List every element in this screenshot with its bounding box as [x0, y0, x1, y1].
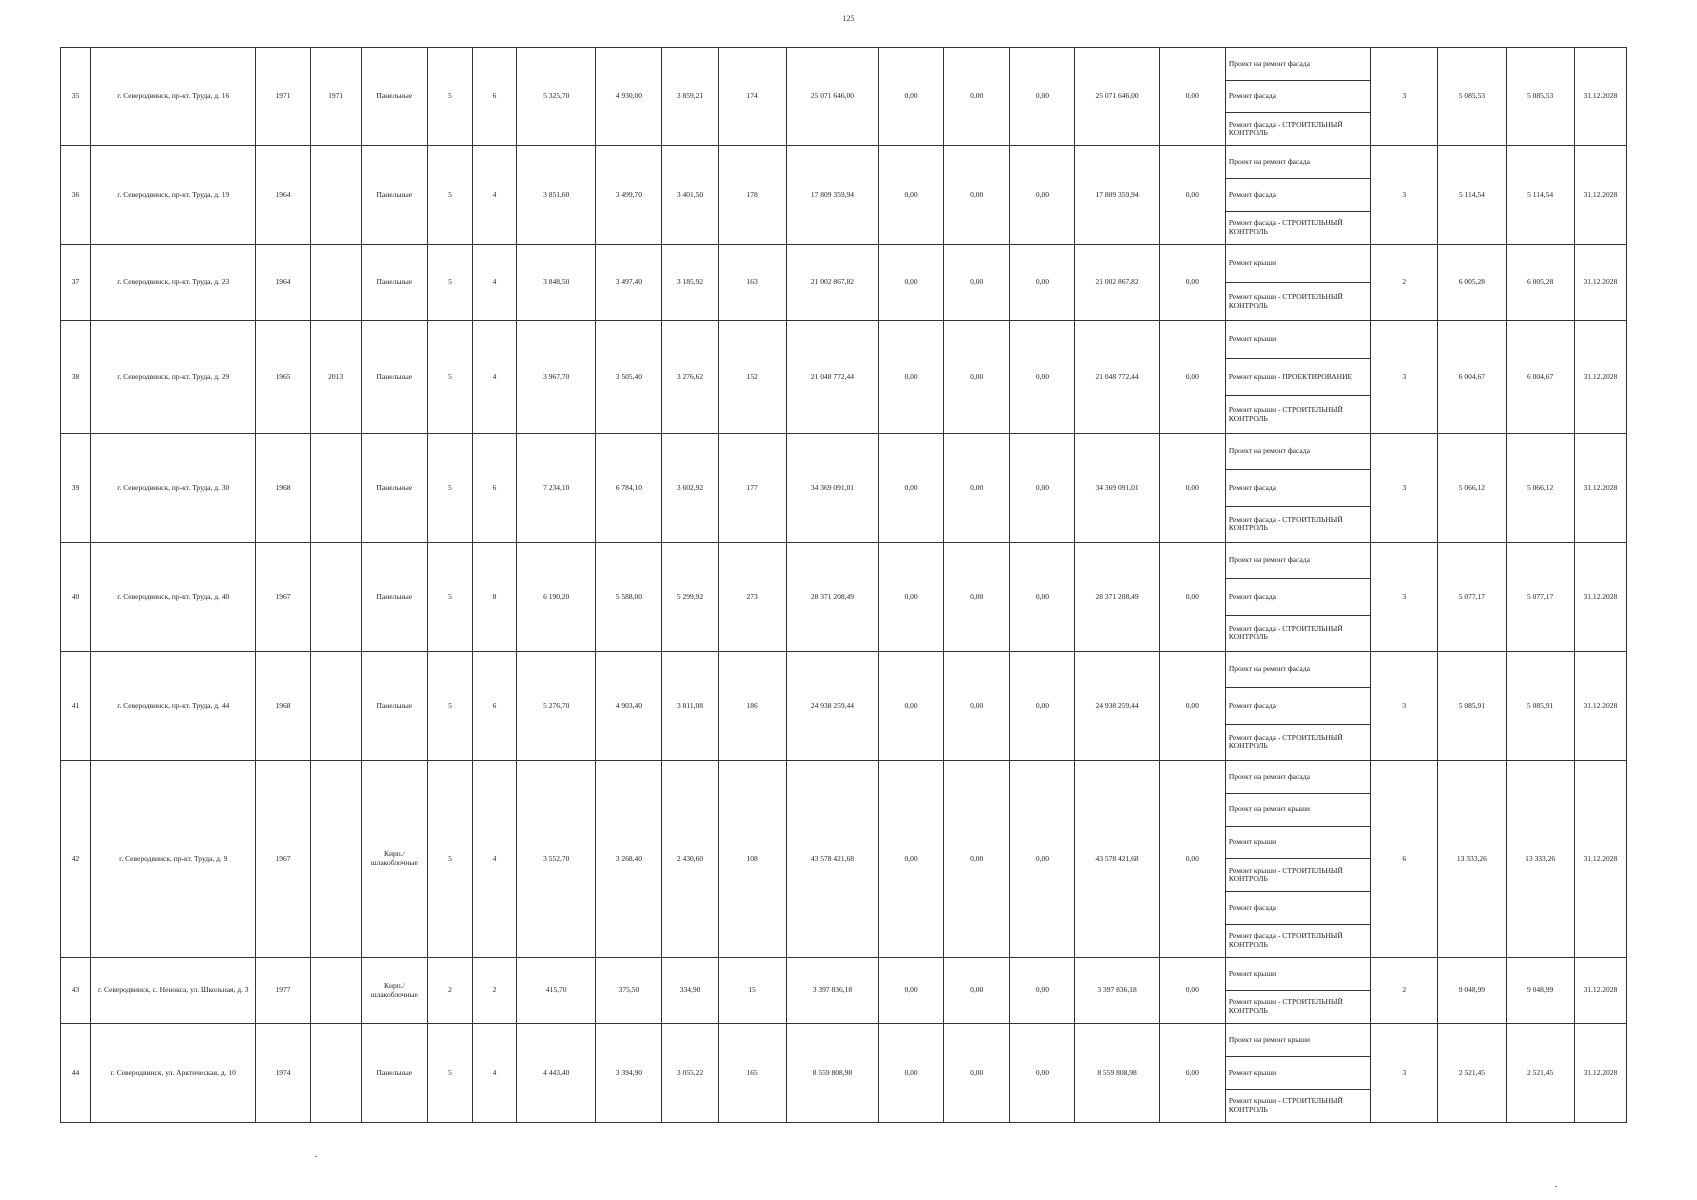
year-built-cell: 1967	[256, 761, 310, 958]
program-table	[60, 47, 1627, 1123]
works-count-cell: 3	[1371, 321, 1438, 434]
total-area-cell: 5 276,70	[517, 652, 596, 761]
residents-cell: 177	[718, 434, 786, 543]
works-list	[1226, 434, 1370, 542]
local-cost-cell: 0,00	[1010, 434, 1075, 543]
owners-cost-cell: 17 809 359,94	[1075, 146, 1159, 245]
total-cost-cell: 8 559 808,98	[786, 1024, 878, 1123]
fund-cost-cell: 0,00	[879, 245, 944, 321]
regional-cost-cell: 0,00	[944, 48, 1010, 146]
deadline-cell: 31.12.2028	[1574, 652, 1626, 761]
wall-material-cell: Панельные	[361, 1024, 427, 1123]
works-cell	[1225, 761, 1370, 958]
residents-cell: 174	[718, 48, 786, 146]
deadline-cell: 31.12.2028	[1574, 321, 1626, 434]
total-area-cell: 3 848,50	[517, 245, 596, 321]
works-cell	[1225, 1024, 1370, 1123]
year-overhaul-cell	[310, 652, 361, 761]
work-item: Проект на ремонт крыши	[1226, 1024, 1370, 1057]
floors-cell: 5	[427, 245, 472, 321]
entrances-cell: 4	[473, 1024, 517, 1123]
regional-cost-cell: 0,00	[944, 434, 1010, 543]
local-cost-cell: 0,00	[1010, 652, 1075, 761]
residents-cell: 108	[718, 761, 786, 958]
page-number: 125	[842, 14, 855, 23]
wall-material-cell: Панельные	[361, 48, 427, 146]
row-number-cell: 41	[61, 652, 91, 761]
local-cost-cell: 0,00	[1010, 48, 1075, 146]
local-cost-cell: 0,00	[1010, 245, 1075, 321]
address-cell: г. Северодвинск, пр-кт. Труда, д. 40	[91, 543, 256, 652]
floors-cell: 2	[427, 958, 472, 1024]
work-item: Ремонт крыши - СТРОИТЕЛЬНЫЙ КОНТРОЛЬ	[1228, 405, 1343, 423]
unit-limit-cell: 9 048,99	[1506, 958, 1574, 1024]
table-row	[61, 146, 1627, 245]
living-area-cell: 3 268,40	[596, 761, 662, 958]
row-number-cell: 37	[61, 245, 91, 321]
year-overhaul-cell	[310, 543, 361, 652]
residential-area-cell: 334,90	[662, 958, 718, 1024]
work-item: Ремонт фасада - СТРОИТЕЛЬНЫЙ КОНТРОЛЬ	[1228, 931, 1343, 950]
works-count-cell: 2	[1371, 245, 1438, 321]
other-cost-cell: 0,00	[1159, 245, 1225, 321]
unit-cost-cell: 5 066,12	[1438, 434, 1506, 543]
wall-material-cell: Панельные	[361, 652, 427, 761]
total-area-cell: 3 552,70	[517, 761, 596, 958]
residents-cell: 165	[718, 1024, 786, 1123]
residential-area-cell: 3 401,50	[662, 146, 718, 245]
entrances-cell: 6	[473, 48, 517, 146]
work-item: Проект на ремонт фасада	[1226, 434, 1370, 470]
wall-material-cell: Кирп./шлакоблочные	[361, 761, 427, 958]
wall-material-cell: Панельные	[361, 434, 427, 543]
deadline-cell: 31.12.2028	[1574, 958, 1626, 1024]
other-cost-cell: 0,00	[1159, 321, 1225, 434]
work-item: Проект на ремонт фасада	[1226, 146, 1370, 179]
residential-area-cell: 3 276,62	[662, 321, 718, 434]
year-overhaul-cell	[310, 1024, 361, 1123]
unit-limit-cell: 2 521,45	[1506, 1024, 1574, 1123]
wall-material-cell: Кирп./шлакоблочные	[361, 958, 427, 1024]
residents-cell: 152	[718, 321, 786, 434]
floors-cell: 5	[427, 434, 472, 543]
year-built-cell: 1968	[256, 434, 310, 543]
local-cost-cell: 0,00	[1010, 543, 1075, 652]
table-row	[61, 761, 1627, 958]
work-item: Ремонт фасада	[1226, 688, 1370, 724]
residents-cell: 273	[718, 543, 786, 652]
work-item: Ремонт крыши - СТРОИТЕЛЬНЫЙ КОНТРОЛЬ	[1226, 859, 1370, 892]
table-row	[61, 652, 1627, 761]
fund-cost-cell: 0,00	[879, 48, 944, 146]
year-overhaul-cell	[310, 434, 361, 543]
residential-area-cell: 3 859,21	[662, 48, 718, 146]
year-overhaul-cell	[310, 245, 361, 321]
scan-speck	[1555, 1186, 1557, 1187]
unit-cost-cell: 13 333,26	[1438, 761, 1506, 958]
year-overhaul-cell: 1971	[310, 48, 361, 146]
floors-cell: 5	[427, 1024, 472, 1123]
fund-cost-cell: 0,00	[879, 958, 944, 1024]
works-count-cell: 3	[1371, 434, 1438, 543]
works-count-cell: 3	[1371, 543, 1438, 652]
year-built-cell: 1964	[256, 146, 310, 245]
living-area-cell: 4 930,00	[596, 48, 662, 146]
unit-limit-cell: 6 004,67	[1506, 321, 1574, 434]
work-item: Ремонт фасада	[1226, 470, 1370, 506]
entrances-cell: 2	[473, 958, 517, 1024]
address-cell: г. Северодвинск, пр-кт. Труда, д. 9	[91, 761, 256, 958]
owners-cost-cell: 28 371 208,49	[1075, 543, 1159, 652]
local-cost-cell: 0,00	[1010, 146, 1075, 245]
address-cell: г. Северодвинск, ул. Арктическая, д. 10	[91, 1024, 256, 1123]
entrances-cell: 8	[473, 543, 517, 652]
living-area-cell: 4 903,40	[596, 652, 662, 761]
deadline-cell: 31.12.2028	[1574, 543, 1626, 652]
deadline-cell: 31.12.2028	[1574, 48, 1626, 146]
other-cost-cell: 0,00	[1159, 48, 1225, 146]
work-item: Ремонт фасада	[1226, 81, 1370, 114]
works-list	[1226, 652, 1370, 760]
regional-cost-cell: 0,00	[944, 761, 1010, 958]
total-cost-cell: 3 397 836,18	[786, 958, 878, 1024]
entrances-cell: 4	[473, 321, 517, 434]
address-cell: г. Северодвинск, с. Ненокса, ул. Школьная, д. 3	[91, 958, 256, 1024]
works-list	[1226, 146, 1370, 244]
row-number-cell: 43	[61, 958, 91, 1024]
address-cell: г. Северодвинск, пр-кт. Труда, д. 19	[91, 146, 256, 245]
floors-cell: 5	[427, 652, 472, 761]
floors-cell: 5	[427, 146, 472, 245]
works-list	[1226, 321, 1370, 433]
total-cost-cell: 25 071 646,00	[786, 48, 878, 146]
row-number-cell: 44	[61, 1024, 91, 1123]
owners-cost-cell: 34 369 091,01	[1075, 434, 1159, 543]
unit-limit-cell: 6 005,28	[1506, 245, 1574, 321]
living-area-cell: 3 505,40	[596, 321, 662, 434]
table-row	[61, 434, 1627, 543]
works-cell	[1225, 321, 1370, 434]
works-count-cell: 3	[1371, 48, 1438, 146]
residential-area-cell: 3 811,08	[662, 652, 718, 761]
unit-cost-cell: 6 005,28	[1438, 245, 1506, 321]
fund-cost-cell: 0,00	[879, 543, 944, 652]
living-area-cell: 3 497,40	[596, 245, 662, 321]
entrances-cell: 4	[473, 761, 517, 958]
work-item: Ремонт крыши - ПРОЕКТИРОВАНИЕ	[1226, 359, 1370, 397]
works-cell	[1225, 48, 1370, 146]
total-area-cell: 3 967,70	[517, 321, 596, 434]
unit-limit-cell: 13 333,26	[1506, 761, 1574, 958]
works-list	[1226, 245, 1370, 320]
other-cost-cell: 0,00	[1159, 434, 1225, 543]
unit-cost-cell: 5 077,17	[1438, 543, 1506, 652]
work-item: Ремонт крыши	[1226, 1057, 1370, 1090]
works-cell	[1225, 434, 1370, 543]
wall-material-cell: Панельные	[361, 321, 427, 434]
works-count-cell: 3	[1371, 652, 1438, 761]
table-row	[61, 543, 1627, 652]
year-built-cell: 1974	[256, 1024, 310, 1123]
floors-cell: 5	[427, 761, 472, 958]
row-number-cell: 40	[61, 543, 91, 652]
deadline-cell: 31.12.2028	[1574, 146, 1626, 245]
total-cost-cell: 28 371 208,49	[786, 543, 878, 652]
row-number-cell: 38	[61, 321, 91, 434]
row-number-cell: 39	[61, 434, 91, 543]
works-count-cell: 2	[1371, 958, 1438, 1024]
total-area-cell: 6 190,20	[517, 543, 596, 652]
entrances-cell: 4	[473, 146, 517, 245]
total-cost-cell: 21 002 867,82	[786, 245, 878, 321]
regional-cost-cell: 0,00	[944, 1024, 1010, 1123]
unit-limit-cell: 5 085,91	[1506, 652, 1574, 761]
owners-cost-cell: 43 578 421,68	[1075, 761, 1159, 958]
work-item: Ремонт фасада	[1226, 179, 1370, 212]
unit-cost-cell: 5 085,91	[1438, 652, 1506, 761]
floors-cell: 5	[427, 543, 472, 652]
unit-cost-cell: 5 085,53	[1438, 48, 1506, 146]
works-list	[1226, 761, 1370, 957]
total-area-cell: 3 851,60	[517, 146, 596, 245]
table-row	[61, 245, 1627, 321]
owners-cost-cell: 24 938 259,44	[1075, 652, 1159, 761]
owners-cost-cell: 21 002 867,82	[1075, 245, 1159, 321]
unit-cost-cell: 5 114,54	[1438, 146, 1506, 245]
work-item: Ремонт фасада	[1226, 892, 1370, 925]
residents-cell: 163	[718, 245, 786, 321]
local-cost-cell: 0,00	[1010, 761, 1075, 958]
owners-cost-cell: 8 559 808,98	[1075, 1024, 1159, 1123]
work-item: Ремонт фасада - СТРОИТЕЛЬНЫЙ КОНТРОЛЬ	[1228, 514, 1343, 533]
entrances-cell: 6	[473, 652, 517, 761]
row-number-cell: 36	[61, 146, 91, 245]
total-cost-cell: 21 048 772,44	[786, 321, 878, 434]
fund-cost-cell: 0,00	[879, 1024, 944, 1123]
works-cell	[1225, 245, 1370, 321]
total-area-cell: 5 325,70	[517, 48, 596, 146]
total-cost-cell: 34 369 091,01	[786, 434, 878, 543]
unit-limit-cell: 5 114,54	[1506, 146, 1574, 245]
year-overhaul-cell	[310, 146, 361, 245]
address-cell: г. Северодвинск, пр-кт. Труда, д. 16	[91, 48, 256, 146]
works-cell	[1225, 146, 1370, 245]
work-item: Ремонт крыши	[1226, 321, 1370, 359]
work-item: Ремонт фасада - СТРОИТЕЛЬНЫЙ КОНТРОЛЬ	[1228, 218, 1343, 236]
work-item: Ремонт крыши	[1226, 958, 1370, 991]
local-cost-cell: 0,00	[1010, 1024, 1075, 1123]
work-item: Проект на ремонт фасада	[1226, 543, 1370, 579]
year-overhaul-cell	[310, 761, 361, 958]
year-built-cell: 1965	[256, 321, 310, 434]
work-item: Проект на ремонт фасада	[1226, 761, 1370, 794]
entrances-cell: 6	[473, 434, 517, 543]
works-count-cell: 3	[1371, 1024, 1438, 1123]
year-overhaul-cell	[310, 958, 361, 1024]
residents-cell: 178	[718, 146, 786, 245]
regional-cost-cell: 0,00	[944, 146, 1010, 245]
other-cost-cell: 0,00	[1159, 146, 1225, 245]
work-item: Ремонт крыши	[1226, 827, 1370, 860]
table-row	[61, 48, 1627, 146]
wall-material-cell: Панельные	[361, 543, 427, 652]
regional-cost-cell: 0,00	[944, 543, 1010, 652]
total-cost-cell: 24 938 259,44	[786, 652, 878, 761]
residential-area-cell: 3 055,22	[662, 1024, 718, 1123]
deadline-cell: 31.12.2028	[1574, 434, 1626, 543]
fund-cost-cell: 0,00	[879, 652, 944, 761]
total-area-cell: 415,70	[517, 958, 596, 1024]
regional-cost-cell: 0,00	[944, 245, 1010, 321]
owners-cost-cell: 3 397 836,18	[1075, 958, 1159, 1024]
year-built-cell: 1977	[256, 958, 310, 1024]
deadline-cell: 31.12.2028	[1574, 761, 1626, 958]
work-item: Ремонт фасада - СТРОИТЕЛЬНЫЙ КОНТРОЛЬ	[1228, 119, 1343, 138]
year-built-cell: 1964	[256, 245, 310, 321]
works-list	[1226, 48, 1370, 145]
works-list	[1226, 958, 1370, 1023]
fund-cost-cell: 0,00	[879, 761, 944, 958]
works-cell	[1225, 652, 1370, 761]
work-item: Проект на ремонт фасада	[1226, 652, 1370, 688]
local-cost-cell: 0,00	[1010, 958, 1075, 1024]
unit-cost-cell: 6 004,67	[1438, 321, 1506, 434]
living-area-cell: 3 394,90	[596, 1024, 662, 1123]
row-number-cell: 35	[61, 48, 91, 146]
row-number-cell: 42	[61, 761, 91, 958]
regional-cost-cell: 0,00	[944, 321, 1010, 434]
works-cell	[1225, 543, 1370, 652]
other-cost-cell: 0,00	[1159, 543, 1225, 652]
table-row	[61, 321, 1627, 434]
total-cost-cell: 17 809 359,94	[786, 146, 878, 245]
scan-speck	[315, 1156, 317, 1157]
work-item: Ремонт фасада	[1226, 579, 1370, 615]
deadline-cell: 31.12.2028	[1574, 1024, 1626, 1123]
year-built-cell: 1968	[256, 652, 310, 761]
residential-area-cell: 3 185,92	[662, 245, 718, 321]
wall-material-cell: Панельные	[361, 146, 427, 245]
wall-material-cell: Панельные	[361, 245, 427, 321]
total-area-cell: 4 443,40	[517, 1024, 596, 1123]
residential-area-cell: 3 602,92	[662, 434, 718, 543]
regional-cost-cell: 0,00	[944, 958, 1010, 1024]
residents-cell: 186	[718, 652, 786, 761]
living-area-cell: 3 499,70	[596, 146, 662, 245]
other-cost-cell: 0,00	[1159, 652, 1225, 761]
unit-limit-cell: 5 066,12	[1506, 434, 1574, 543]
living-area-cell: 5 588,00	[596, 543, 662, 652]
work-item: Ремонт крыши - СТРОИТЕЛЬНЫЙ КОНТРОЛЬ	[1228, 291, 1343, 310]
year-overhaul-cell: 2013	[310, 321, 361, 434]
address-cell: г. Северодвинск, пр-кт. Труда, д. 30	[91, 434, 256, 543]
work-item: Ремонт крыши	[1226, 245, 1370, 283]
year-built-cell: 1971	[256, 48, 310, 146]
fund-cost-cell: 0,00	[879, 146, 944, 245]
owners-cost-cell: 21 048 772,44	[1075, 321, 1159, 434]
works-list	[1226, 1024, 1370, 1122]
work-item: Ремонт крыши - СТРОИТЕЛЬНЫЙ КОНТРОЛЬ	[1228, 997, 1343, 1015]
other-cost-cell: 0,00	[1159, 958, 1225, 1024]
unit-cost-cell: 2 521,45	[1438, 1024, 1506, 1123]
address-cell: г. Северодвинск, пр-кт. Труда, д. 44	[91, 652, 256, 761]
other-cost-cell: 0,00	[1159, 761, 1225, 958]
deadline-cell: 31.12.2028	[1574, 245, 1626, 321]
fund-cost-cell: 0,00	[879, 434, 944, 543]
works-list	[1226, 543, 1370, 651]
residential-area-cell: 5 299,92	[662, 543, 718, 652]
table-row	[61, 958, 1627, 1024]
unit-cost-cell: 9 048,99	[1438, 958, 1506, 1024]
other-cost-cell: 0,00	[1159, 1024, 1225, 1123]
work-item: Ремонт фасада - СТРОИТЕЛЬНЫЙ КОНТРОЛЬ	[1228, 732, 1343, 751]
work-item: Ремонт фасада - СТРОИТЕЛЬНЫЙ КОНТРОЛЬ	[1228, 623, 1343, 642]
address-cell: г. Северодвинск, пр-кт. Труда, д. 29	[91, 321, 256, 434]
entrances-cell: 4	[473, 245, 517, 321]
living-area-cell: 375,50	[596, 958, 662, 1024]
residents-cell: 15	[718, 958, 786, 1024]
fund-cost-cell: 0,00	[879, 321, 944, 434]
unit-limit-cell: 5 077,17	[1506, 543, 1574, 652]
address-cell: г. Северодвинск, пр-кт. Труда, д. 23	[91, 245, 256, 321]
unit-limit-cell: 5 085,53	[1506, 48, 1574, 146]
floors-cell: 5	[427, 321, 472, 434]
total-area-cell: 7 234,10	[517, 434, 596, 543]
works-count-cell: 6	[1371, 761, 1438, 958]
year-built-cell: 1967	[256, 543, 310, 652]
work-item: Ремонт крыши - СТРОИТЕЛЬНЫЙ КОНТРОЛЬ	[1228, 1096, 1343, 1114]
table-body	[61, 48, 1627, 1123]
regional-cost-cell: 0,00	[944, 652, 1010, 761]
owners-cost-cell: 25 071 646,00	[1075, 48, 1159, 146]
local-cost-cell: 0,00	[1010, 321, 1075, 434]
residential-area-cell: 2 430,60	[662, 761, 718, 958]
work-item: Проект на ремонт фасада	[1226, 48, 1370, 81]
table-row	[61, 1024, 1627, 1123]
total-cost-cell: 43 578 421,68	[786, 761, 878, 958]
living-area-cell: 6 784,10	[596, 434, 662, 543]
works-count-cell: 3	[1371, 146, 1438, 245]
work-item: Проект на ремонт крыши	[1226, 794, 1370, 827]
floors-cell: 5	[427, 48, 472, 146]
works-cell	[1225, 958, 1370, 1024]
